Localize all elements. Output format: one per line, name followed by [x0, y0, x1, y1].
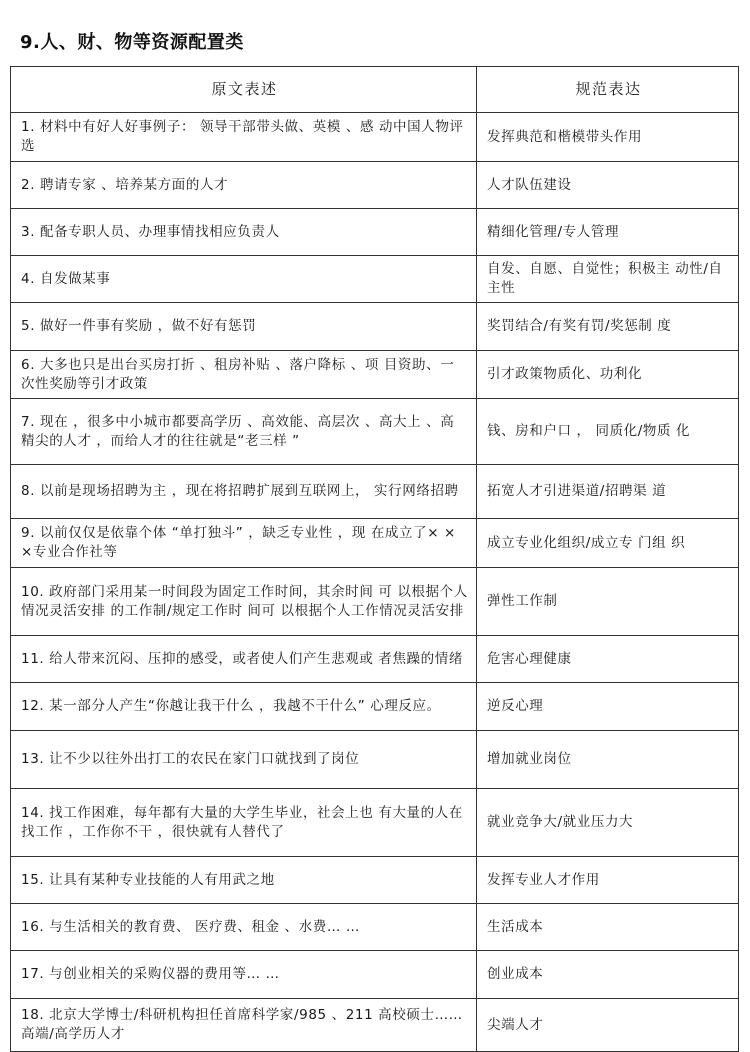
cell-standard: 创业成本 — [477, 951, 739, 999]
cell-original: 17. 与创业相关的采购仪器的费用等… … — [11, 951, 477, 999]
cell-original: 8. 以前是现场招聘为主 ，现在将招聘扩展到互联网上， 实行网络招聘 — [11, 465, 477, 519]
table-row — [11, 568, 739, 636]
cell-original: 7. 现在 ，很多中小城市都要高学历 、高效能、高层次 、高大上 、高精尖的人才 ，而给人才的往往就是“老三样 ” — [11, 399, 477, 465]
cell-original: 15. 让具有某种专业技能的人有用武之地 — [11, 857, 477, 904]
cell-standard: 生活成本 — [477, 904, 739, 951]
cell-original: 10. 政府部门采用某一时间段为固定工作时间，其余时间 可 以根据个人情况灵活安排 的工作制/规定工作时 间可 以根据个人工作情况灵活安排 — [11, 568, 477, 636]
cell-original: 14. 找工作困难，每年都有大量的大学生毕业，社会上也 有大量的人在找工作 ，工作你不干 ，很快就有人替代了 — [11, 789, 477, 857]
cell-standard: 精细化管理/专人管理 — [477, 209, 739, 256]
table-row — [11, 519, 739, 568]
cell-standard: 危害心理健康 — [477, 636, 739, 683]
cell-standard: 尖端人才 — [477, 999, 739, 1052]
table-row — [11, 789, 739, 857]
page-heading: 9.人、财、物等资源配置类 — [20, 32, 244, 53]
cell-original: 18. 北京大学博士/科研机构担任首席科学家/985 、211 高校硕士……高端/高学历人才 — [11, 999, 477, 1052]
table-row — [11, 351, 739, 399]
mapping-table — [10, 66, 739, 1052]
table-row — [11, 465, 739, 519]
table-row — [11, 731, 739, 789]
cell-original: 5. 做好一件事有奖励 ，做不好有惩罚 — [11, 303, 477, 351]
cell-standard: 人才队伍建设 — [477, 162, 739, 209]
table-row — [11, 209, 739, 256]
cell-standard: 发挥专业人才作用 — [477, 857, 739, 904]
cell-original: 4. 自发做某事 — [11, 256, 477, 303]
table-row — [11, 399, 739, 465]
table-row — [11, 256, 739, 303]
cell-standard: 成立专业化组织/成立专 门组 织 — [477, 519, 739, 568]
cell-standard: 钱、房和户口 ， 同质化/物质 化 — [477, 399, 739, 465]
table-row — [11, 162, 739, 209]
table-row — [11, 303, 739, 351]
cell-standard: 就业竞争大/就业压力大 — [477, 789, 739, 857]
cell-standard: 逆反心理 — [477, 683, 739, 731]
cell-standard: 奖罚结合/有奖有罚/奖惩制 度 — [477, 303, 739, 351]
table-row — [11, 113, 739, 162]
cell-original: 2. 聘请专家 、培养某方面的人才 — [11, 162, 477, 209]
cell-standard: 弹性工作制 — [477, 568, 739, 636]
cell-original: 6. 大多也只是出台买房打折 、租房补贴 、落户降标 、项 目资助、一次性奖励等引才政策 — [11, 351, 477, 399]
table-row — [11, 999, 739, 1052]
column-header-original: 原文表述 — [11, 67, 477, 113]
cell-original: 11. 给人带来沉闷、压抑的感受，或者使人们产生悲观或 者焦躁的情绪 — [11, 636, 477, 683]
table-row — [11, 904, 739, 951]
cell-standard: 拓宽人才引进渠道/招聘渠 道 — [477, 465, 739, 519]
cell-original: 13. 让不少以往外出打工的农民在家门口就找到了岗位 — [11, 731, 477, 789]
cell-original: 12. 某一部分人产生“你越让我干什么 ，我越不干什么” 心理反应。 — [11, 683, 477, 731]
cell-original: 16. 与生活相关的教育费、 医疗费、租金 、水费… … — [11, 904, 477, 951]
cell-standard: 增加就业岗位 — [477, 731, 739, 789]
header-row — [11, 67, 739, 113]
cell-original: 3. 配备专职人员、办理事情找相应负责人 — [11, 209, 477, 256]
cell-standard: 引才政策物质化、功利化 — [477, 351, 739, 399]
table-row — [11, 951, 739, 999]
cell-original: 9. 以前仅仅是依靠个体 “单打独斗” ，缺乏专业性 ，现 在成立了× × ×专业合作社等 — [11, 519, 477, 568]
table-row — [11, 857, 739, 904]
cell-standard: 自发、自愿、自觉性；积极主 动性/自主性 — [477, 256, 739, 303]
table-row — [11, 636, 739, 683]
table-row — [11, 683, 739, 731]
cell-original: 1. 材料中有好人好事例子： 领导干部带头做、英模 、感 动中国人物评选 — [11, 113, 477, 162]
cell-standard: 发挥典范和楷模带头作用 — [477, 113, 739, 162]
column-header-standard: 规范表达 — [477, 67, 739, 113]
